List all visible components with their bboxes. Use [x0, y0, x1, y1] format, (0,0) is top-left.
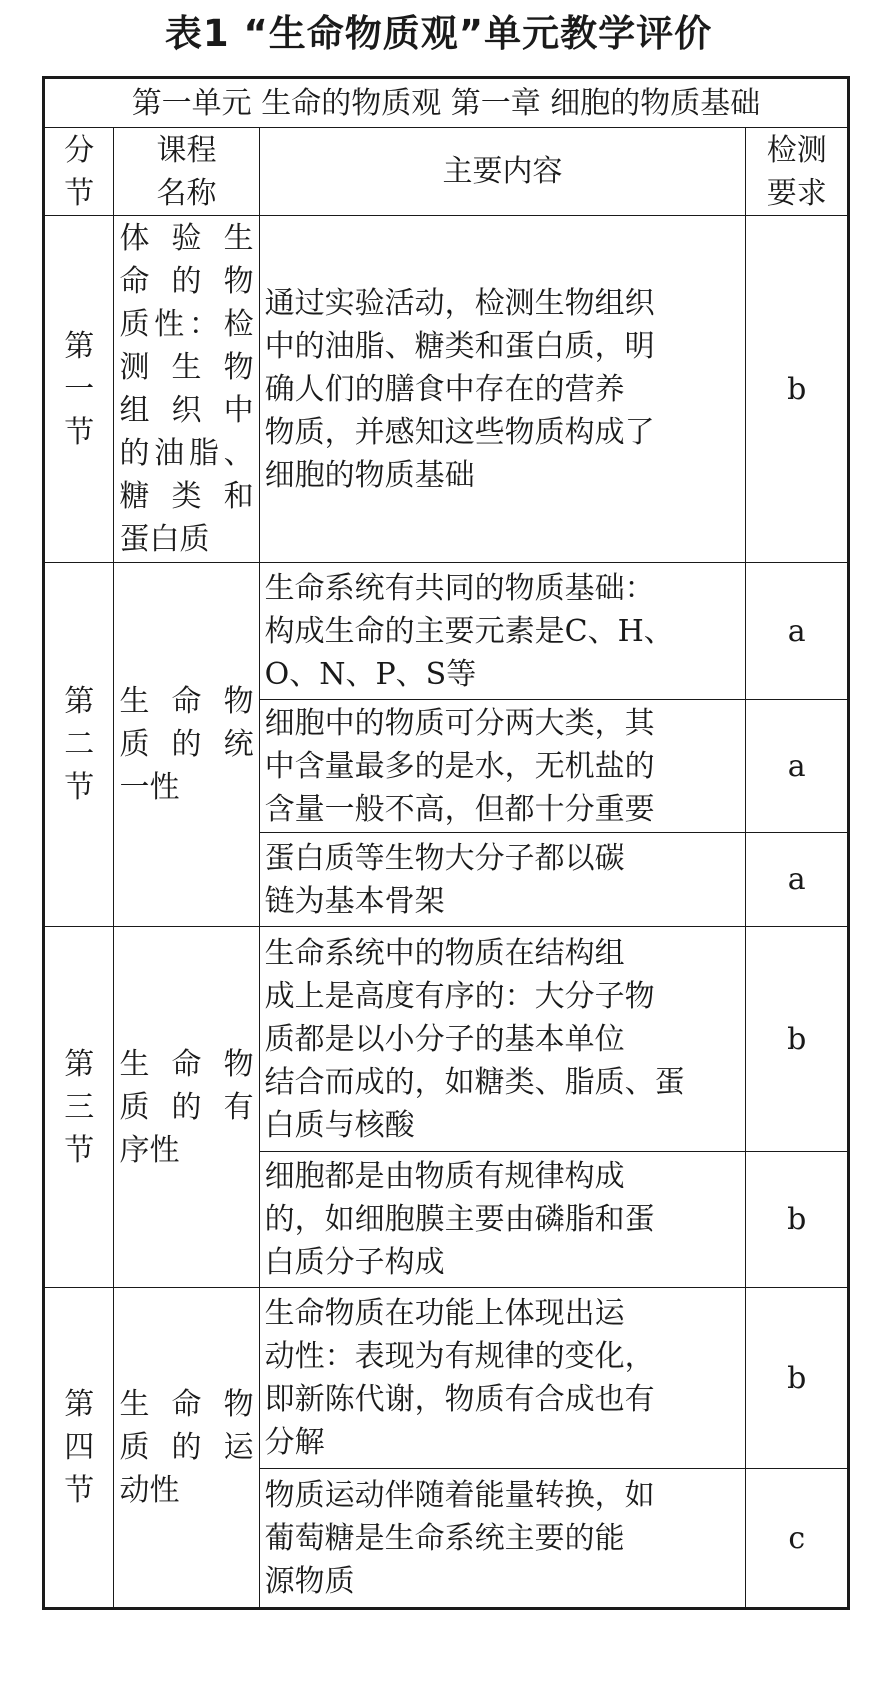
content-line: 物质，并感知这些物质构成了 [264, 414, 655, 450]
content-line: 构成生命的主要元素是C、H、 [264, 613, 674, 649]
content-line: 白质分子构成 [264, 1245, 445, 1280]
content-line: 细胞的物质基础 [264, 457, 475, 493]
requirement-cell: a [746, 833, 849, 927]
content-line: 的，如细胞膜主要由磷脂和蛋 [264, 1202, 655, 1237]
course-name [114, 927, 259, 1288]
content-line: 成上是高度有序的：大分子物 [264, 978, 655, 1014]
header-course-line: 名称 [156, 175, 217, 211]
column-header-row [44, 128, 849, 216]
section-name-char: 节 [64, 770, 95, 805]
content-line: 链为基本骨架 [264, 883, 445, 919]
content-cell [259, 927, 746, 1152]
section-name-char: 第 [64, 684, 95, 719]
content-cell [259, 1469, 746, 1609]
course-name-line: 糖类和 [119, 479, 254, 514]
section-name-char: 节 [64, 1473, 95, 1508]
section-name-char: 三 [64, 1089, 95, 1125]
content-cell [259, 1288, 746, 1469]
section-name [44, 563, 114, 927]
content-cell [259, 563, 746, 700]
section-name [44, 1288, 114, 1609]
content-line: 分解 [264, 1425, 325, 1460]
course-name-line: 命的物 [119, 264, 254, 299]
section-name-char: 四 [64, 1430, 95, 1465]
content-line: 质都是以小分子的基本单位 [264, 1021, 625, 1057]
course-name-line: 质的有 [119, 1089, 254, 1125]
course-name-line: 质性：检 [119, 307, 254, 342]
header-requirement-line: 要求 [766, 175, 827, 211]
content-line: 确人们的膳食中存在的营养 [264, 371, 625, 407]
course-name-line: 序性 [119, 1132, 180, 1168]
content-line: 细胞都是由物质有规律构成 [264, 1159, 625, 1194]
header-requirement [746, 128, 849, 216]
section-name-char: 第 [64, 1046, 95, 1082]
requirement-cell: b [746, 1152, 849, 1288]
content-line: 蛋白质等生物大分子都以碳 [264, 840, 625, 876]
content-line: 源物质 [264, 1563, 355, 1599]
evaluation-table [42, 76, 850, 1610]
requirement-cell: c [746, 1469, 849, 1609]
content-line: 生命系统有共同的物质基础： [264, 570, 655, 606]
requirement-cell: b [746, 1288, 849, 1469]
section-name [44, 216, 114, 563]
header-requirement-line: 检测 [766, 132, 827, 168]
section-name-char: 第 [64, 1387, 95, 1422]
course-name-line: 组织中 [119, 393, 254, 428]
course-name-line: 生命物 [119, 1387, 254, 1422]
section-name-char: 第 [64, 328, 95, 364]
unit-header-row [44, 78, 849, 128]
content-line: 即新陈代谢，物质有合成也有 [264, 1382, 655, 1417]
header-content: 主要内容 [259, 128, 746, 216]
content-line: 物质运动伴随着能量转换，如 [264, 1477, 655, 1513]
content-line: 通过实验活动，检测生物组织 [264, 285, 655, 321]
content-cell [259, 1152, 746, 1288]
section-name-char: 节 [64, 414, 95, 450]
section-name [44, 927, 114, 1288]
header-section-line: 分 [64, 132, 95, 168]
content-line: 白质与核酸 [264, 1107, 415, 1143]
content-line: 葡萄糖是生命系统主要的能 [264, 1520, 625, 1556]
section-name-char: 节 [64, 1132, 95, 1168]
content-line: O、N、P、S等 [264, 656, 477, 692]
course-name-line: 体验生 [119, 221, 254, 256]
header-course [114, 128, 259, 216]
requirement-cell: b [746, 216, 849, 563]
requirement-cell: a [746, 563, 849, 700]
content-line: 细胞中的物质可分两大类，其 [264, 705, 655, 741]
table-row [44, 216, 849, 563]
table-title: 表1 “生命物质观”单元教学评价 [164, 12, 713, 55]
content-line: 中的油脂、糖类和蛋白质，明 [264, 328, 655, 364]
course-name [114, 563, 259, 927]
header-section [44, 128, 114, 216]
requirement-cell: b [746, 927, 849, 1152]
content-line: 生命物质在功能上体现出运 [264, 1296, 625, 1331]
content-cell [259, 216, 746, 563]
table-row [44, 927, 849, 1152]
section-name-char: 二 [64, 727, 95, 762]
unit-header: 第一单元 生命的物质观 第一章 细胞的物质基础 [44, 78, 849, 128]
content-line: 结合而成的，如糖类、脂质、蛋 [264, 1064, 685, 1100]
course-name-line: 测生物 [119, 350, 254, 385]
course-name-line: 生命物 [119, 1046, 254, 1082]
requirement-cell: a [746, 700, 849, 833]
header-section-line: 节 [64, 175, 95, 211]
course-name [114, 1288, 259, 1609]
course-name [114, 216, 259, 563]
course-name-line: 质的统 [119, 727, 254, 762]
table-row [44, 1288, 849, 1469]
content-cell [259, 700, 746, 833]
content-line: 中含量最多的是水，无机盐的 [264, 748, 655, 784]
section-name-char: 一 [64, 371, 95, 407]
course-name-line: 动性 [119, 1473, 180, 1508]
content-line: 含量一般不高，但都十分重要 [264, 791, 655, 827]
header-course-line: 课程 [156, 132, 217, 168]
course-name-line: 质的运 [119, 1430, 254, 1465]
course-name-line: 蛋白质 [119, 522, 210, 557]
content-cell [259, 833, 746, 927]
course-name-line: 生命物 [119, 684, 254, 719]
content-line: 生命系统中的物质在结构组 [264, 935, 625, 971]
table-row [44, 563, 849, 700]
course-name-line: 的油脂、 [119, 436, 254, 471]
content-line: 动性：表现为有规律的变化， [264, 1339, 655, 1374]
course-name-line: 一性 [119, 770, 180, 805]
